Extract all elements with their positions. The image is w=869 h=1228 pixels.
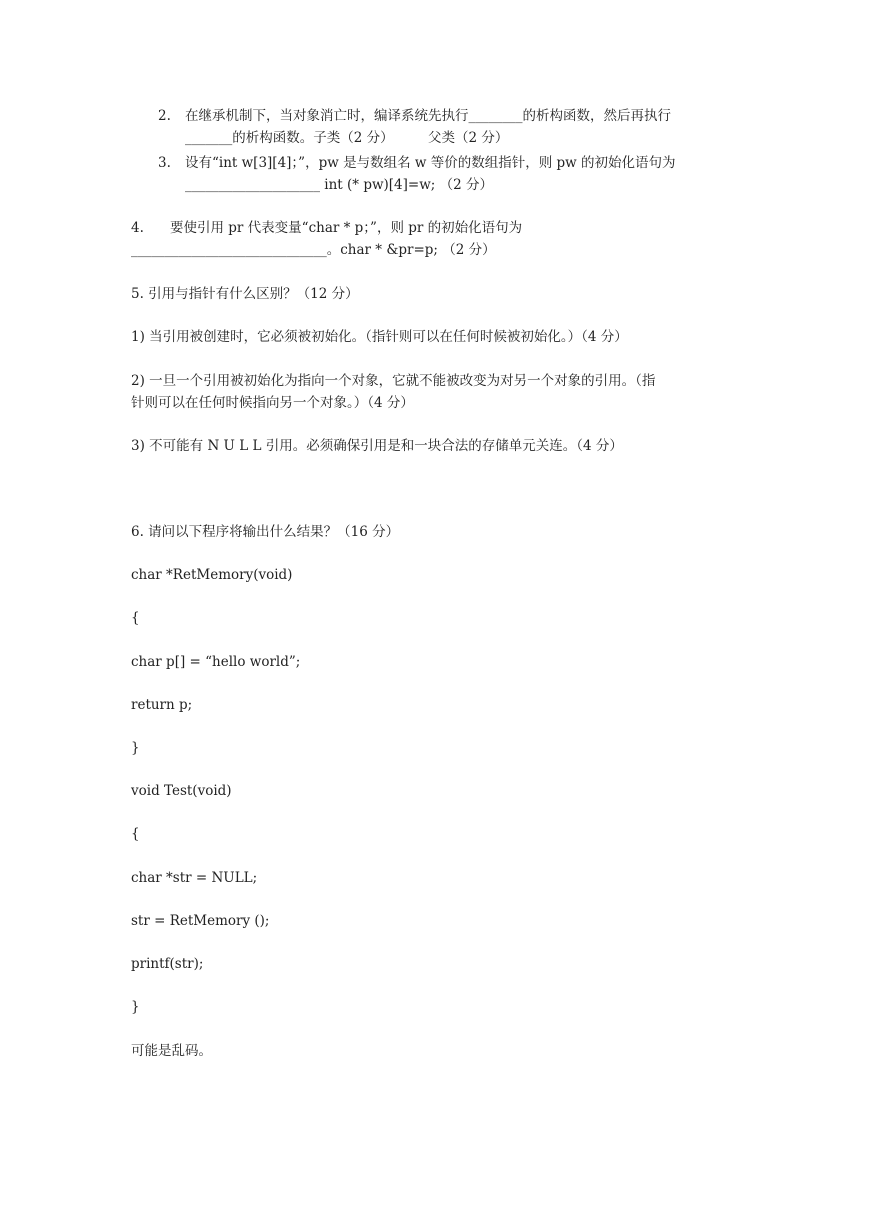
q3-number: 3. xyxy=(158,155,171,171)
q5-answer-1: 1) 当引用被创建时，它必须被初始化。（指针则可以在任何时候被初始化。）（4 分） xyxy=(131,329,628,345)
q5-answer-2-line1: 2) 一旦一个引用被初始化为指向一个对象，它就不能被改变为对另一个对象的引用。（指 xyxy=(131,373,656,389)
code-line: } xyxy=(131,740,140,756)
code-line: char *str = NULL; xyxy=(131,870,258,886)
q6-title: 6. 请问以下程序将输出什么结果？（16 分） xyxy=(131,524,400,540)
code-line: { xyxy=(131,610,140,626)
q2-text-line1: 在继承机制下，当对象消亡时，编译系统先执行________的析构函数，然后再执行 xyxy=(185,108,671,124)
q2-number: 2. xyxy=(158,108,171,124)
q3-text-line2: ____________________ int (* pw)[4]=w; （2 分） xyxy=(185,177,494,193)
code-line: return p; xyxy=(131,697,193,713)
q4-text-line1: 要使引用 pr 代表变量“char * p；”，则 pr 的初始化语句为 xyxy=(170,220,523,236)
code-line: { xyxy=(131,826,140,842)
code-line: char p[] = “hello world”; xyxy=(131,654,301,670)
q4-text-line2: _____________________________。char * &pr=p; （2 分） xyxy=(131,242,496,258)
q3-text-line1: 设有“int w[3][4]；”，pw 是与数组名 w 等价的数组指针，则 pw 的初始化语句为 xyxy=(185,155,676,171)
code-line: str = RetMemory (); xyxy=(131,913,270,929)
q2-text-line2: _______的析构函数。子类（2 分） 父类（2 分） xyxy=(185,130,509,146)
code-line: printf(str); xyxy=(131,956,204,972)
code-line: char *RetMemory(void) xyxy=(131,567,293,583)
q6-answer: 可能是乱码。 xyxy=(131,1043,212,1059)
q5-answer-3: 3) 不可能有 N U L L 引用。必须确保引用是和一块合法的存储单元关连。（4 分） xyxy=(131,438,623,454)
q4-number: 4. xyxy=(131,220,144,236)
code-line: void Test(void) xyxy=(131,783,232,799)
q5-title: 5. 引用与指针有什么区别？（12 分） xyxy=(131,286,359,302)
code-line: } xyxy=(131,999,140,1015)
q5-answer-2-line2: 针则可以在任何时候指向另一个对象。）（4 分） xyxy=(131,395,414,411)
